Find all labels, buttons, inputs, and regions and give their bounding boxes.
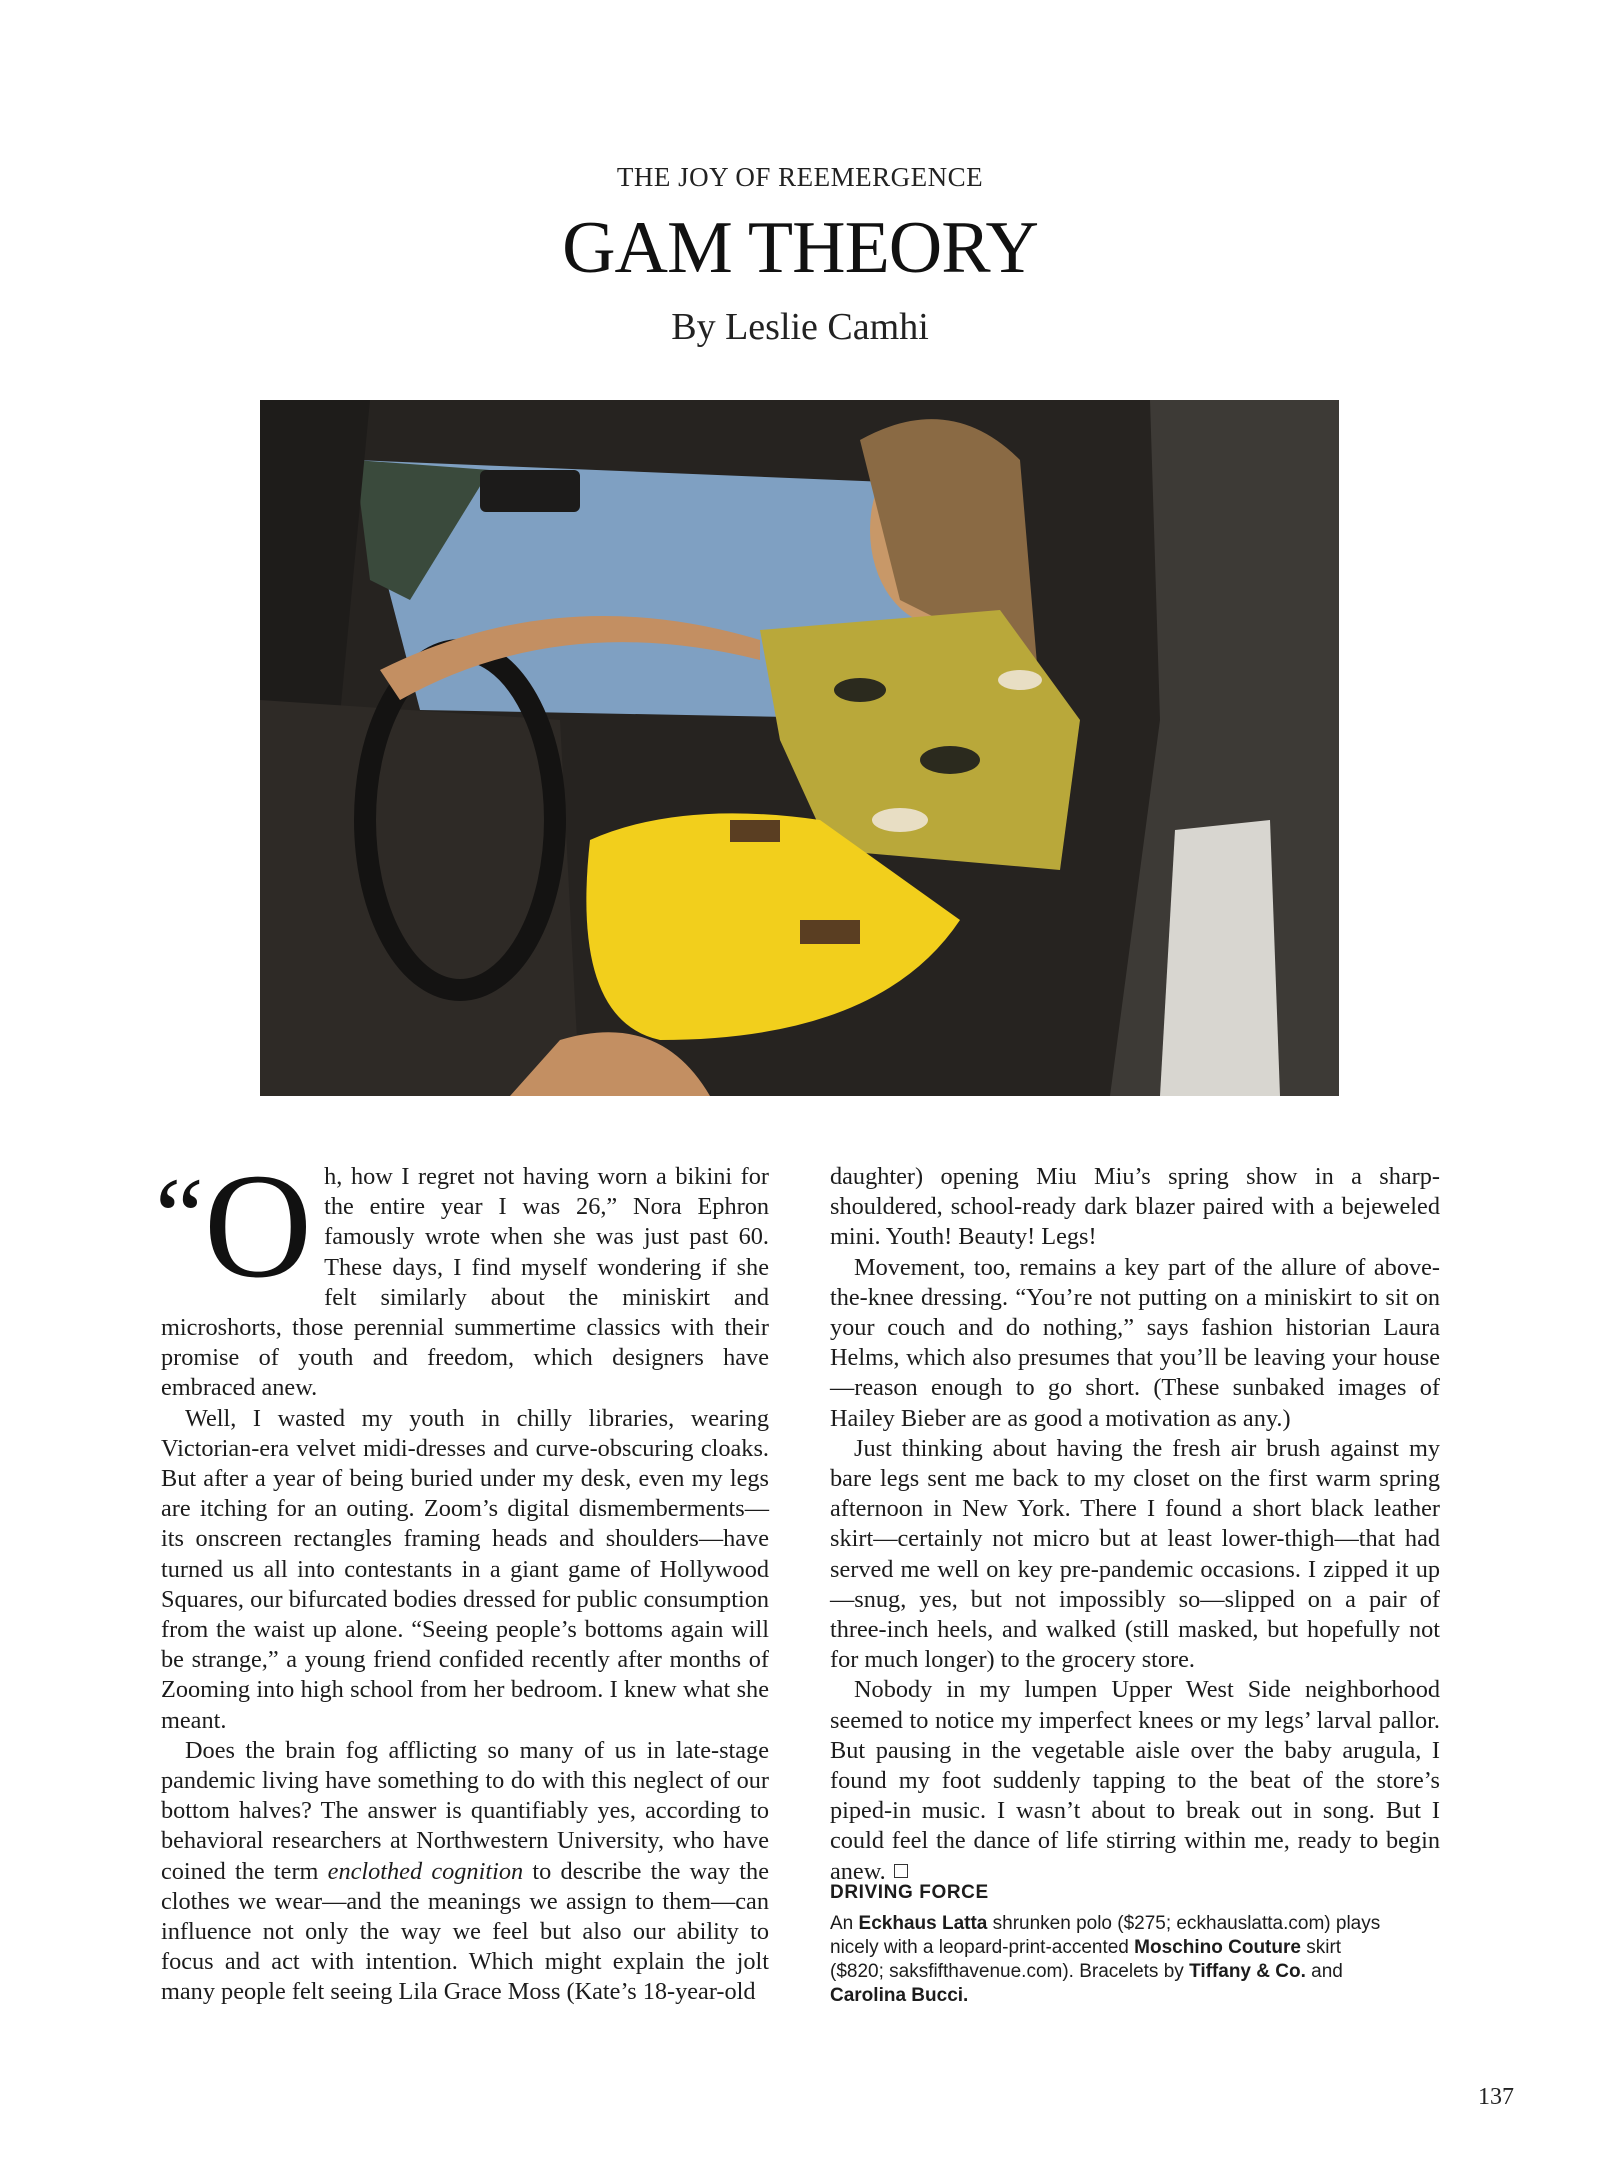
credit-fragment: skirt ($820; saksfifthavenue.com). Bracelets by <box>830 1937 1342 1982</box>
credit-heading: DRIVING FORCE <box>830 1882 989 1903</box>
credit-fragment: An <box>830 1913 859 1934</box>
end-mark-icon <box>894 1864 908 1878</box>
skirt-trim <box>800 920 860 944</box>
print-spot <box>920 746 980 774</box>
credit-fragment: and <box>1305 1961 1343 1982</box>
paragraph-5: Just thinking about having the fresh air brush against my bare legs sent me back to my closet on the first warm spring afternoon in New York. There I found a short black leather skirt—certainly not micro but at least lower-thigh—that had served me well on key pre-pandemic occasions. I zipped it up—snug, yes, but not impossibly so—slipped on a pair of three-inch heels, and walked (still masked, but hopefully not for much longer) to the grocery store. <box>830 1434 1440 1674</box>
credit-fragment: shrunken polo ($275; eckhauslatta.com) plays nicely with a leopard-print-accented <box>830 1913 1381 1958</box>
paragraph-1 <box>155 1143 769 1404</box>
paragraph-2: Well, I wasted my youth in chilly libraries, wearing Victorian-era velvet midi-dresses and curve-obscuring cloaks. But after a year of being buried under my desk, even my legs are itching for an outing. Zoom’s digital dismemberments—its onscreen rectangles framing heads and shoulders—have turned us all into contestants in a giant game of Hollywood Squares, our bifurcated bodies dressed for public consumption from the waist up alone. “Seeing people’s bottoms again will be strange,” a young friend confided recently after months of Zooming into high school from her bedroom. I knew what she meant. <box>161 1404 769 1734</box>
door-panel <box>1160 820 1280 1096</box>
column-left <box>155 1143 769 2008</box>
print-spot <box>872 808 928 832</box>
dashboard <box>260 700 580 1096</box>
credit-brand: Carolina Bucci. <box>830 1985 969 2006</box>
drop-cap-quote: “ <box>155 1155 204 1277</box>
page-number: 137 <box>1478 2084 1514 2110</box>
credit-brand: Eckhaus Latta <box>858 1913 988 1934</box>
paragraph-6 <box>830 1675 1440 1886</box>
credit-brand: Tiffany & Co. <box>1189 1961 1306 1982</box>
article-kicker: THE JOY OF REEMERGENCE <box>616 162 984 192</box>
paragraph-3-continued: daughter) opening Miu Miu’s spring show in a sharp-shouldered, school-ready dark blazer paired with a bejeweled mini. Youth! Beauty! Legs! <box>830 1163 1440 1251</box>
hero-photo <box>260 400 1339 1096</box>
print-spot <box>834 678 886 702</box>
paragraph-6-text: Nobody in my lumpen Upper West Side neighborhood seemed to notice my imperfect knees or my legs’ larval pallor. But pausing in the vegetable aisle over the baby arugula, I found my foot suddenly tapping to the beat of the store’s piped-in music. I wasn’t about to break out in song. But I could feel the dance of life stirring within me, ready to begin anew. <box>830 1676 1440 1885</box>
paragraph-4: Movement, too, remains a key part of the allure of above-the-knee dressing. “You’re not putting on a miniskirt to sit on your couch and do nothing,” says fashion historian Laura Helms, which also presumes that you’ll be leaving your house—reason enough to go short. (These sunbaked images of Hailey Bieber are as good a motivation as any.) <box>830 1253 1440 1432</box>
print-spot <box>998 670 1042 690</box>
article-title: GAM THEORY <box>562 207 1038 289</box>
drop-cap <box>155 1143 313 1309</box>
drop-cap-letter: O <box>203 1143 313 1309</box>
column-right <box>830 1162 1440 1887</box>
credit-brand: Moschino Couture <box>1134 1937 1301 1958</box>
paragraph-1-text: h, how I regret not having worn a bikini for the entire year I was 26,” Nora Ephron famously wrote when she was just past 60. These days, I find myself wondering if she felt similarly about the miniskirt and microshorts, those perennial summertime classics with their promise of youth and freedom, which designers have embraced anew. <box>161 1163 769 1402</box>
credit-text <box>830 1912 1390 2008</box>
rearview-mirror <box>480 470 580 512</box>
article-byline: By Leslie Camhi <box>671 306 929 348</box>
paragraph-3 <box>161 1736 769 2008</box>
paragraph-3-text-cont: to describe the way the clothes we wear—and the meanings we assign to them—can influence not only the way we feel but also our ability to focus and act with intention. Which might explain the jolt many people felt seeing Lila Grace Moss (Kate’s 18-year-old <box>161 1857 769 2006</box>
skirt-trim <box>730 820 780 842</box>
photo-illustration <box>260 400 1339 1096</box>
paragraph-3-text: Does the brain fog afflicting so many of us in late-stage pandemic living have something to do with this neglect of our bottom halves? The answer is quantifiably yes, according to behavioral researchers at Northwestern University, who have coined the term <box>161 1736 769 1885</box>
photo-credit <box>830 1882 1390 2008</box>
paragraph-3-italic: enclothed cognition <box>327 1857 524 1885</box>
